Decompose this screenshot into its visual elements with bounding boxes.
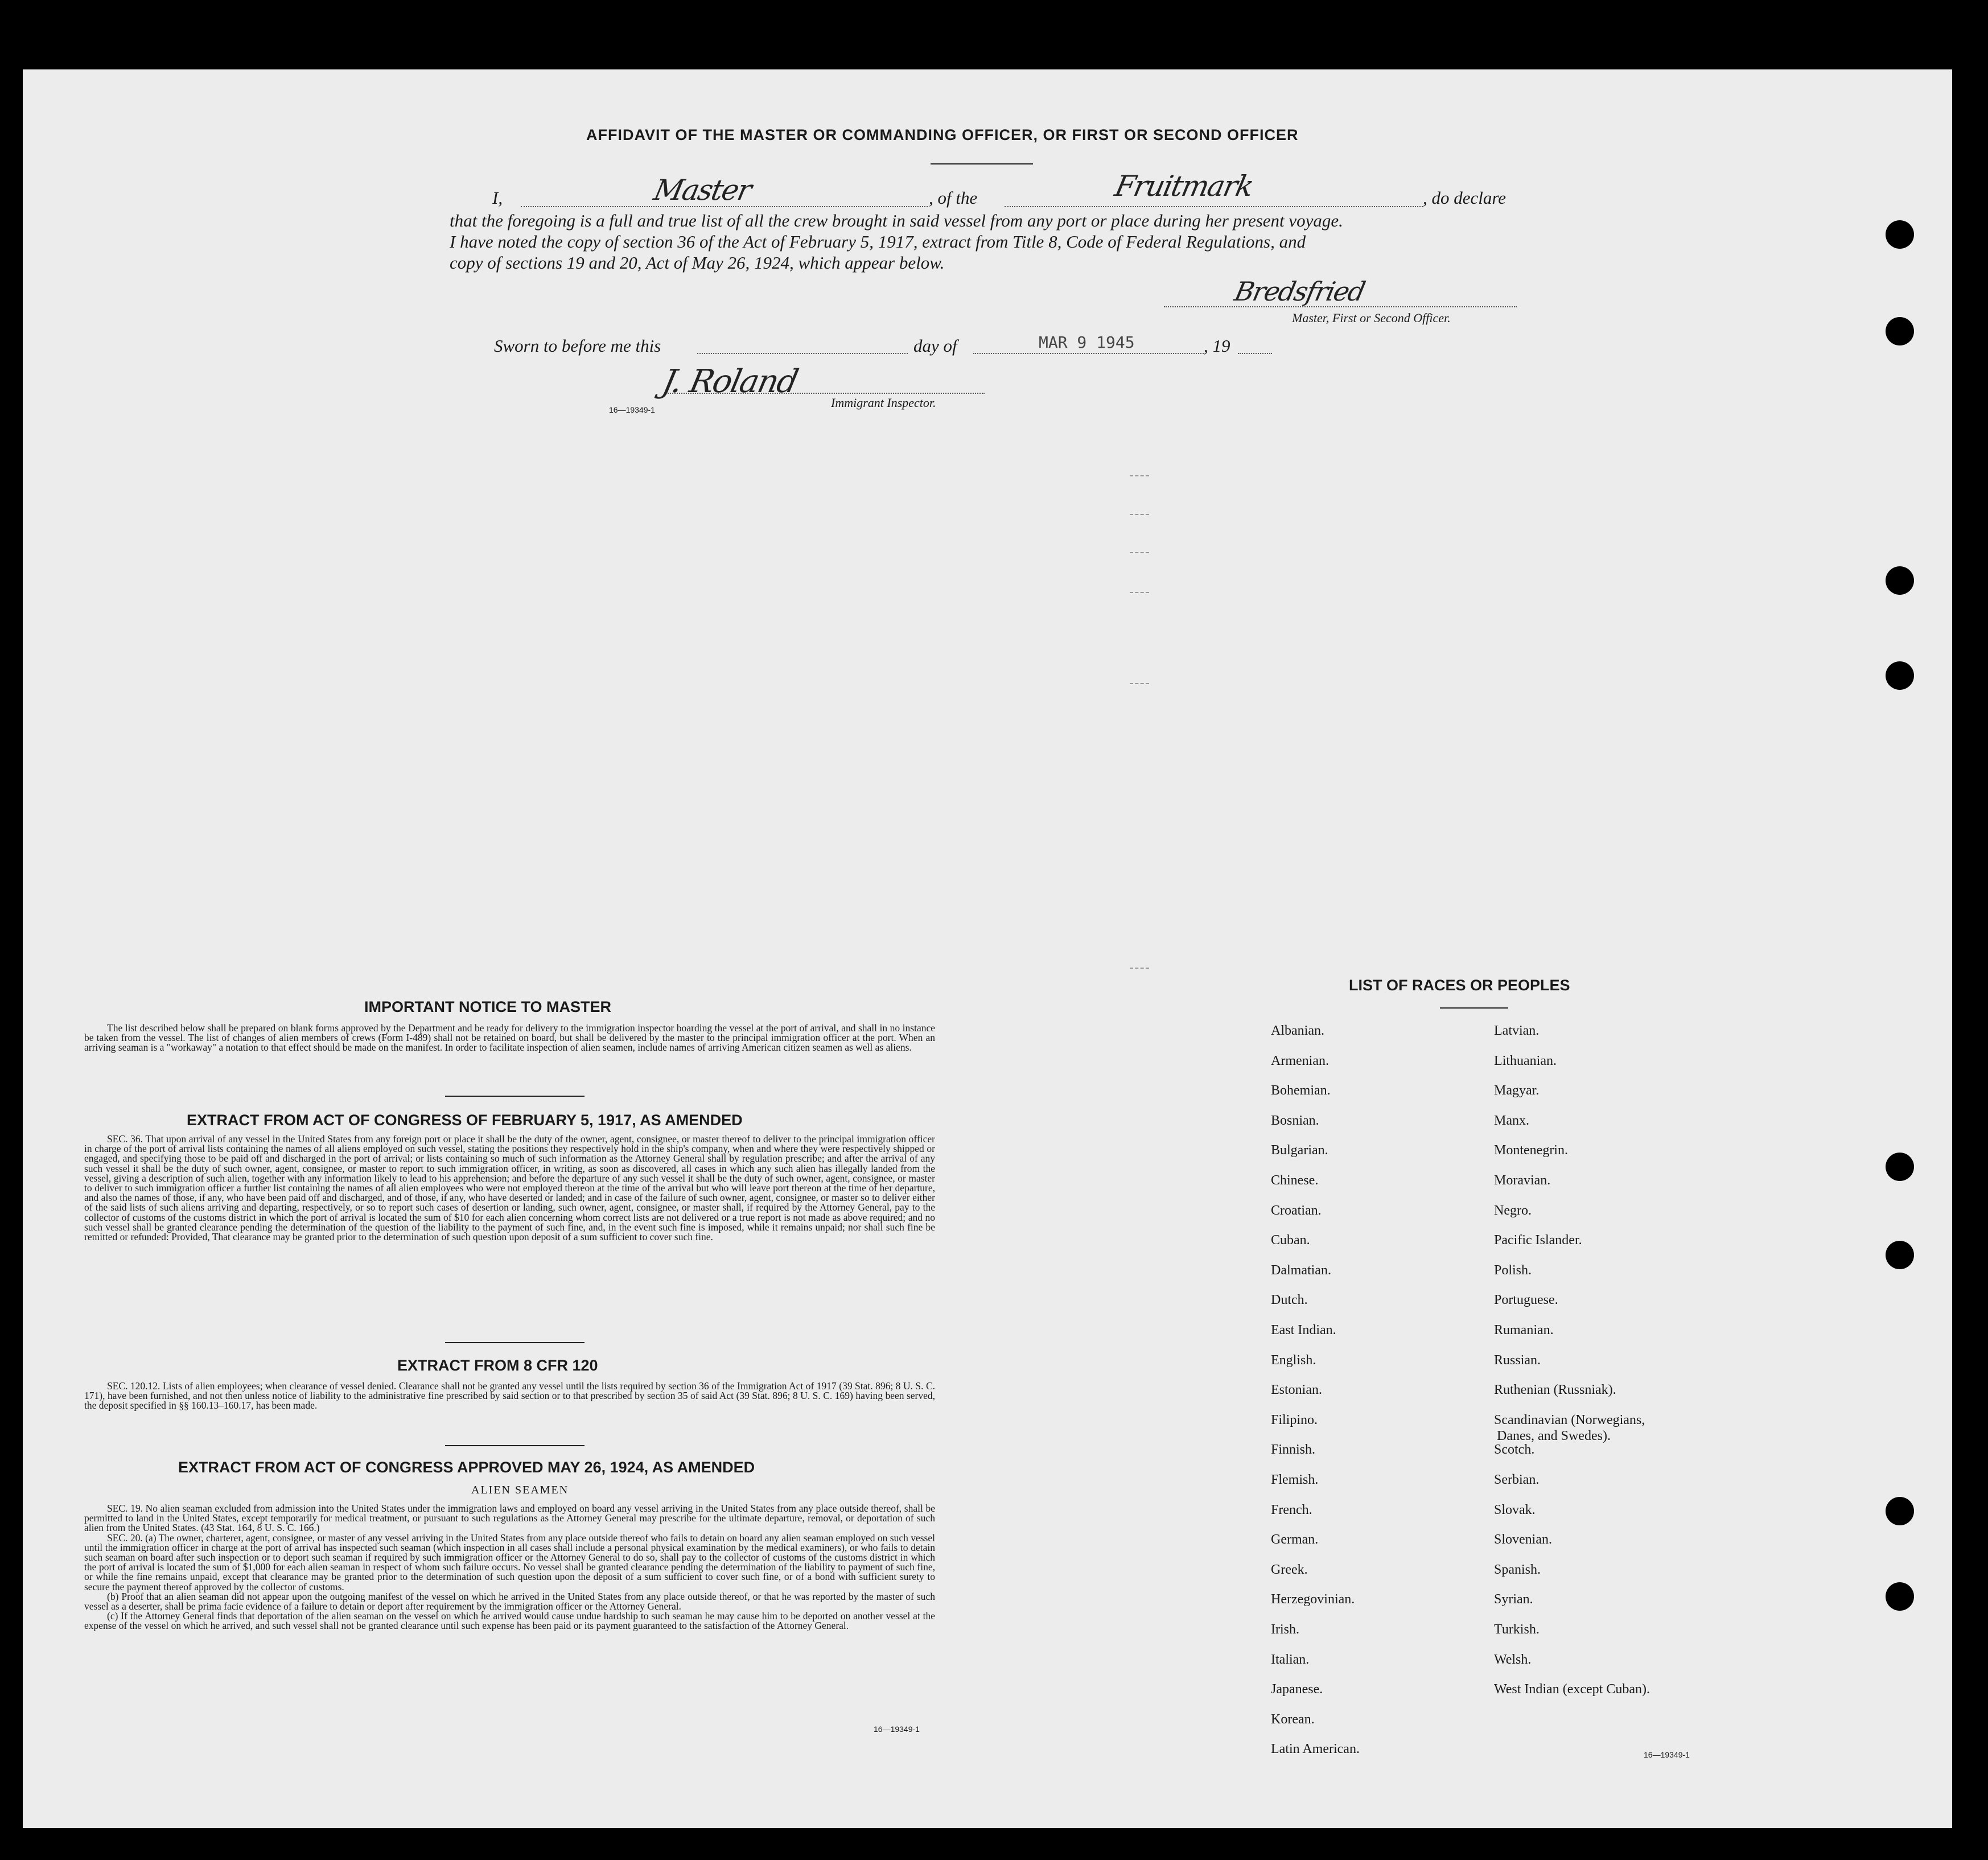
vessel-handwritten: Fruitmark (1112, 170, 1256, 203)
race-item: Syrian. (1494, 1592, 1533, 1607)
sworn-day-line (697, 353, 908, 354)
extract-cfr-title: EXTRACT FROM 8 CFR 120 (397, 1357, 598, 1374)
punch-hole (1886, 220, 1914, 249)
race-item: Rumanian. (1494, 1323, 1554, 1338)
title-underline (931, 163, 1033, 164)
master-signature: Bredsfried (1232, 276, 1368, 307)
notice-title: IMPORTANT NOTICE TO MASTER (364, 998, 611, 1015)
sworn-date-line (973, 353, 1204, 354)
master-caption: Master, First or Second Officer. (1292, 311, 1451, 325)
races-form-number: 16—19349-1 (1644, 1750, 1690, 1759)
races-title: LIST OF RACES OR PEOPLES (1349, 977, 1570, 994)
name-handwritten: Master (651, 174, 754, 207)
sworn-label: Sworn to before me this (494, 336, 661, 356)
race-item: Bosnian. (1271, 1113, 1319, 1128)
of-the-label: , of the (929, 188, 978, 208)
punch-hole (1886, 566, 1914, 595)
fold-mark (1130, 968, 1149, 969)
alien-seamen-subtitle: ALIEN SEAMEN (471, 1484, 569, 1496)
race-item: Latin American. (1271, 1742, 1360, 1757)
race-item: Turkish. (1494, 1622, 1540, 1637)
section-divider (445, 1096, 585, 1097)
notice-text (84, 1023, 935, 1053)
affidavit-body-line-1: that the foregoing is a full and true list of all the crew brought in said vessel from any port or place during her present voyage. (450, 211, 1343, 231)
race-item: Japanese. (1271, 1682, 1323, 1697)
race-item: Herzegovinian. (1271, 1592, 1355, 1607)
extract-1917-text (84, 1134, 935, 1242)
race-item: Albanian. (1271, 1023, 1324, 1038)
fold-mark (1130, 683, 1149, 684)
race-item: Polish. (1494, 1262, 1532, 1278)
race-item: Pacific Islander. (1494, 1233, 1582, 1248)
extract-cfr-text (84, 1381, 935, 1411)
race-item: French. (1271, 1502, 1312, 1517)
extract-1924-text (84, 1504, 935, 1631)
race-item: Scotch. (1494, 1442, 1535, 1458)
race-item: Scandinavian (Norwegians, (1494, 1412, 1645, 1427)
race-item: Finnish. (1271, 1442, 1316, 1458)
race-item: Irish. (1271, 1622, 1299, 1637)
race-item: Dalmatian. (1271, 1262, 1331, 1278)
affidavit-body-line-2: I have noted the copy of section 36 of the Act of February 5, 1917, extract from Title 8, Code of Federal Regulations, and (450, 232, 1306, 252)
race-item: Serbian. (1494, 1472, 1540, 1487)
race-item: Cuban. (1271, 1233, 1310, 1248)
year-line (1238, 353, 1272, 354)
sec-20b-paragraph: (b) Proof that an alien seaman did not appear upon the outgoing manifest of the vessel on which he arrived in the United States from any place outside thereof, or that he was reported by the master of such vessel as a deserter, shall be prima facie evidence of a failure to detain or deport after requirement by the immigration officer or the Attorney General. (84, 1590, 935, 1612)
race-item: Russian. (1494, 1352, 1541, 1368)
extract-form-number: 16—19349-1 (874, 1725, 920, 1734)
affidavit-body-line-3: copy of sections 19 and 20, Act of May 26, 1924, which appear below. (450, 253, 945, 273)
inspector-signature-line (666, 393, 985, 394)
notice-paragraph: The list described below shall be prepared on blank forms approved by the Department and be ready for delivery to the immigration inspector boarding the vessel at the port of arrival, and shall in no instance be taken from the vessel. The list of changes of alien members of crews (Form I-489) shall not be retained on board, but shall be delivered by the master to the principal immigration officer at the port. When an arriving seaman is a "workaway" a notation to that effect should be made on the manifest. In order to facilitate inspection of alien seamen, include names of arriving American citizen seamen as well as aliens. (84, 1022, 935, 1054)
fold-mark (1130, 514, 1149, 515)
race-item: German. (1271, 1532, 1319, 1548)
race-item: Lithuanian. (1494, 1053, 1557, 1068)
race-item: Slovenian. (1494, 1532, 1552, 1548)
sec-120-12-paragraph: SEC. 120.12. Lists of alien employees; when clearance of vessel denied. Clearance shall not be granted any vessel until the lists required by section 36 of the Immigration Act of 1917 (39 Stat. 896; 8 U. S. C. 171), have been furnished, and not then unless notice of liability to the administrative fine prescribed by said section or to that prescribed by section 35 of said Act (39 Stat. 896; 8 U. S. C. 169) having been served, the deposit specified in §§ 160.13–160.17, has been made. (84, 1380, 935, 1412)
punch-hole (1886, 1241, 1914, 1269)
race-item: Montenegrin. (1494, 1143, 1568, 1158)
punch-hole (1886, 317, 1914, 345)
sec-20a-paragraph: SEC. 20. (a) The owner, charterer, agent, consignee, or master of any vessel arriving in the United States from any place outside thereof who fails to detain on board any alien seaman employed on such vessel until the immigration officer in charge at the port of arrival has inspected such seaman (which inspection in all cases shall include a personal physical examination by the medical examiners), or who fails to detain such seaman on board after such inspection or to deport such seaman if required by such immigration officer or the Attorney General to do so, shall pay to the collector of customs of the customs district in which the port of arrival is located the sum of $1,000 for each alien seaman in respect of whom such failure occurs. No vessel shall be granted clearance pending the determination of the liability to payment of such fine, or while the fine remains unpaid, except that clearance may be granted prior to the determination of such question upon the deposit of a sum sufficient to cover such fine, or of a bond with sufficient surety to secure the payment thereof approved by the collector of customs. (84, 1532, 935, 1592)
day-of-label: day of (913, 336, 957, 356)
races-underline (1440, 1007, 1508, 1009)
extract-1924-title: EXTRACT FROM ACT OF CONGRESS APPROVED MAY 26, 1924, AS AMENDED (178, 1459, 755, 1476)
race-item: Italian. (1271, 1652, 1310, 1667)
race-item: Portuguese. (1494, 1293, 1558, 1308)
race-item: Ruthenian (Russniak). (1494, 1382, 1616, 1398)
race-item: Welsh. (1494, 1652, 1532, 1667)
punch-hole (1886, 661, 1914, 690)
sec-20c-paragraph: (c) If the Attorney General finds that deportation of the alien seaman on the vessel on which he arrived would cause undue hardship to such seaman he may cause him to be deported on another vessel at the expense of the vessel on which he arrived, and such vessel shall not be granted clearance until such expense has been paid or its payment guaranteed to the satisfaction of the Attorney General. (84, 1610, 935, 1632)
inspector-caption: Immigrant Inspector. (831, 396, 936, 410)
race-item: Flemish. (1271, 1472, 1319, 1487)
race-item: Moravian. (1494, 1173, 1551, 1188)
i-label: I, (492, 188, 503, 208)
sec-19-paragraph: SEC. 19. No alien seaman excluded from admission into the United States under the immigration laws and employed on board any vessel arriving in the United States from any place outside thereof, shall be permitted to land in the United States, except temporarily for medical treatment, or pursuant to such regulations as the Attorney General may prescribe for the ultimate departure, removal, or deportation of such alien from the United States. (43 Stat. 164, 8 U. S. C. 166.) (84, 1503, 935, 1534)
race-item: West Indian (except Cuban). (1494, 1682, 1650, 1697)
race-item: Slovak. (1494, 1502, 1536, 1517)
race-item: Latvian. (1494, 1023, 1540, 1038)
race-item: Estonian. (1271, 1382, 1322, 1398)
race-item: Manx. (1494, 1113, 1529, 1128)
inspector-signature: J. Roland (659, 363, 801, 400)
race-item: Magyar. (1494, 1083, 1540, 1098)
punch-hole (1886, 1153, 1914, 1181)
race-item: Armenian. (1271, 1053, 1329, 1068)
race-item: Bulgarian. (1271, 1143, 1328, 1158)
race-item: Bohemian. (1271, 1083, 1331, 1098)
race-item: Spanish. (1494, 1562, 1541, 1577)
race-item: Danes, and Swedes). (1497, 1428, 1611, 1443)
affidavit-title: AFFIDAVIT OF THE MASTER OR COMMANDING OFFICER, OR FIRST OR SECOND OFFICER (586, 126, 1299, 143)
section-divider (445, 1445, 585, 1446)
race-item: East Indian. (1271, 1323, 1336, 1338)
punch-hole (1886, 1497, 1914, 1525)
extract-1917-title: EXTRACT FROM ACT OF CONGRESS OF FEBRUARY 5, 1917, AS AMENDED (187, 1112, 743, 1129)
race-item: Chinese. (1271, 1173, 1319, 1188)
race-item: Greek. (1271, 1562, 1308, 1577)
race-item: Filipino. (1271, 1412, 1318, 1427)
race-item: Negro. (1494, 1203, 1532, 1218)
fold-mark (1130, 475, 1149, 476)
vessel-line (1005, 206, 1423, 207)
fold-mark (1130, 552, 1149, 553)
form-number: 16—19349-1 (609, 405, 655, 414)
date-stamp: MAR 9 1945 (1039, 333, 1135, 352)
race-item: Croatian. (1271, 1203, 1322, 1218)
master-signature-line (1164, 306, 1517, 307)
year-suffix: , 19 (1204, 336, 1230, 356)
section-divider (445, 1342, 585, 1343)
punch-hole (1886, 1582, 1914, 1611)
race-item: Korean. (1271, 1711, 1315, 1727)
fold-mark (1130, 592, 1149, 593)
sec-36-paragraph: SEC. 36. That upon arrival of any vessel in the United States from any foreign port or place it shall be the duty of the owner, agent, consignee, or master thereof to deliver to the principal immigration officer in charge of the port of arrival lists containing the names of all aliens employed on such vessel, stating the positions they respectively hold in the ship's company, when and where they were respectively shipped or engaged, and specifying those to be paid off and discharged in the port of arrival; or lists containing so much of such information as the Attorney General shall by regulation prescribe; and after the arrival of any such vessel it shall be the duty of such owner, agent, consignee, or master to report to such immigration officer, in writing, as soon as discovered, all cases in which any such alien has illegally landed from the vessel, giving a description of such alien, together with any information likely to lead to his apprehension; and before the departure of any such vessel it shall be the duty of such owner, agent, consignee, or master to deliver to such immigration officer a further list containing the names of all alien employees who were not employed thereon at the time of the arrival but who will leave port thereon at the time of her departure, and also the names of those, if any, who have been paid off and discharged, and of those, if any, who have deserted or landed; and in case of the failure of such owner, agent, consignee, or master so to deliver either of the said lists of such aliens arriving and departing, respectively, or so to report such cases of desertion or landing, such owner, agent, consignee, or master shall, if required by the Attorney General, pay to the collector of customs of the customs district in which the port of arrival is located the sum of $10 for each alien concerning whom correct lists are not delivered or a true report is not made as above required; and no such vessel shall be granted clearance pending the determination of the question of the liability to the payment of such fine, and, in the event such fine is imposed, while it remains unpaid; nor shall such fine be remitted or refunded: Provided, That clearance may be granted prior to the determination of such question upon deposit of a sum sufficient to cover such fine. (84, 1133, 935, 1243)
race-item: Dutch. (1271, 1293, 1308, 1308)
do-declare-label: , do declare (1423, 188, 1507, 208)
race-item: English. (1271, 1352, 1316, 1368)
